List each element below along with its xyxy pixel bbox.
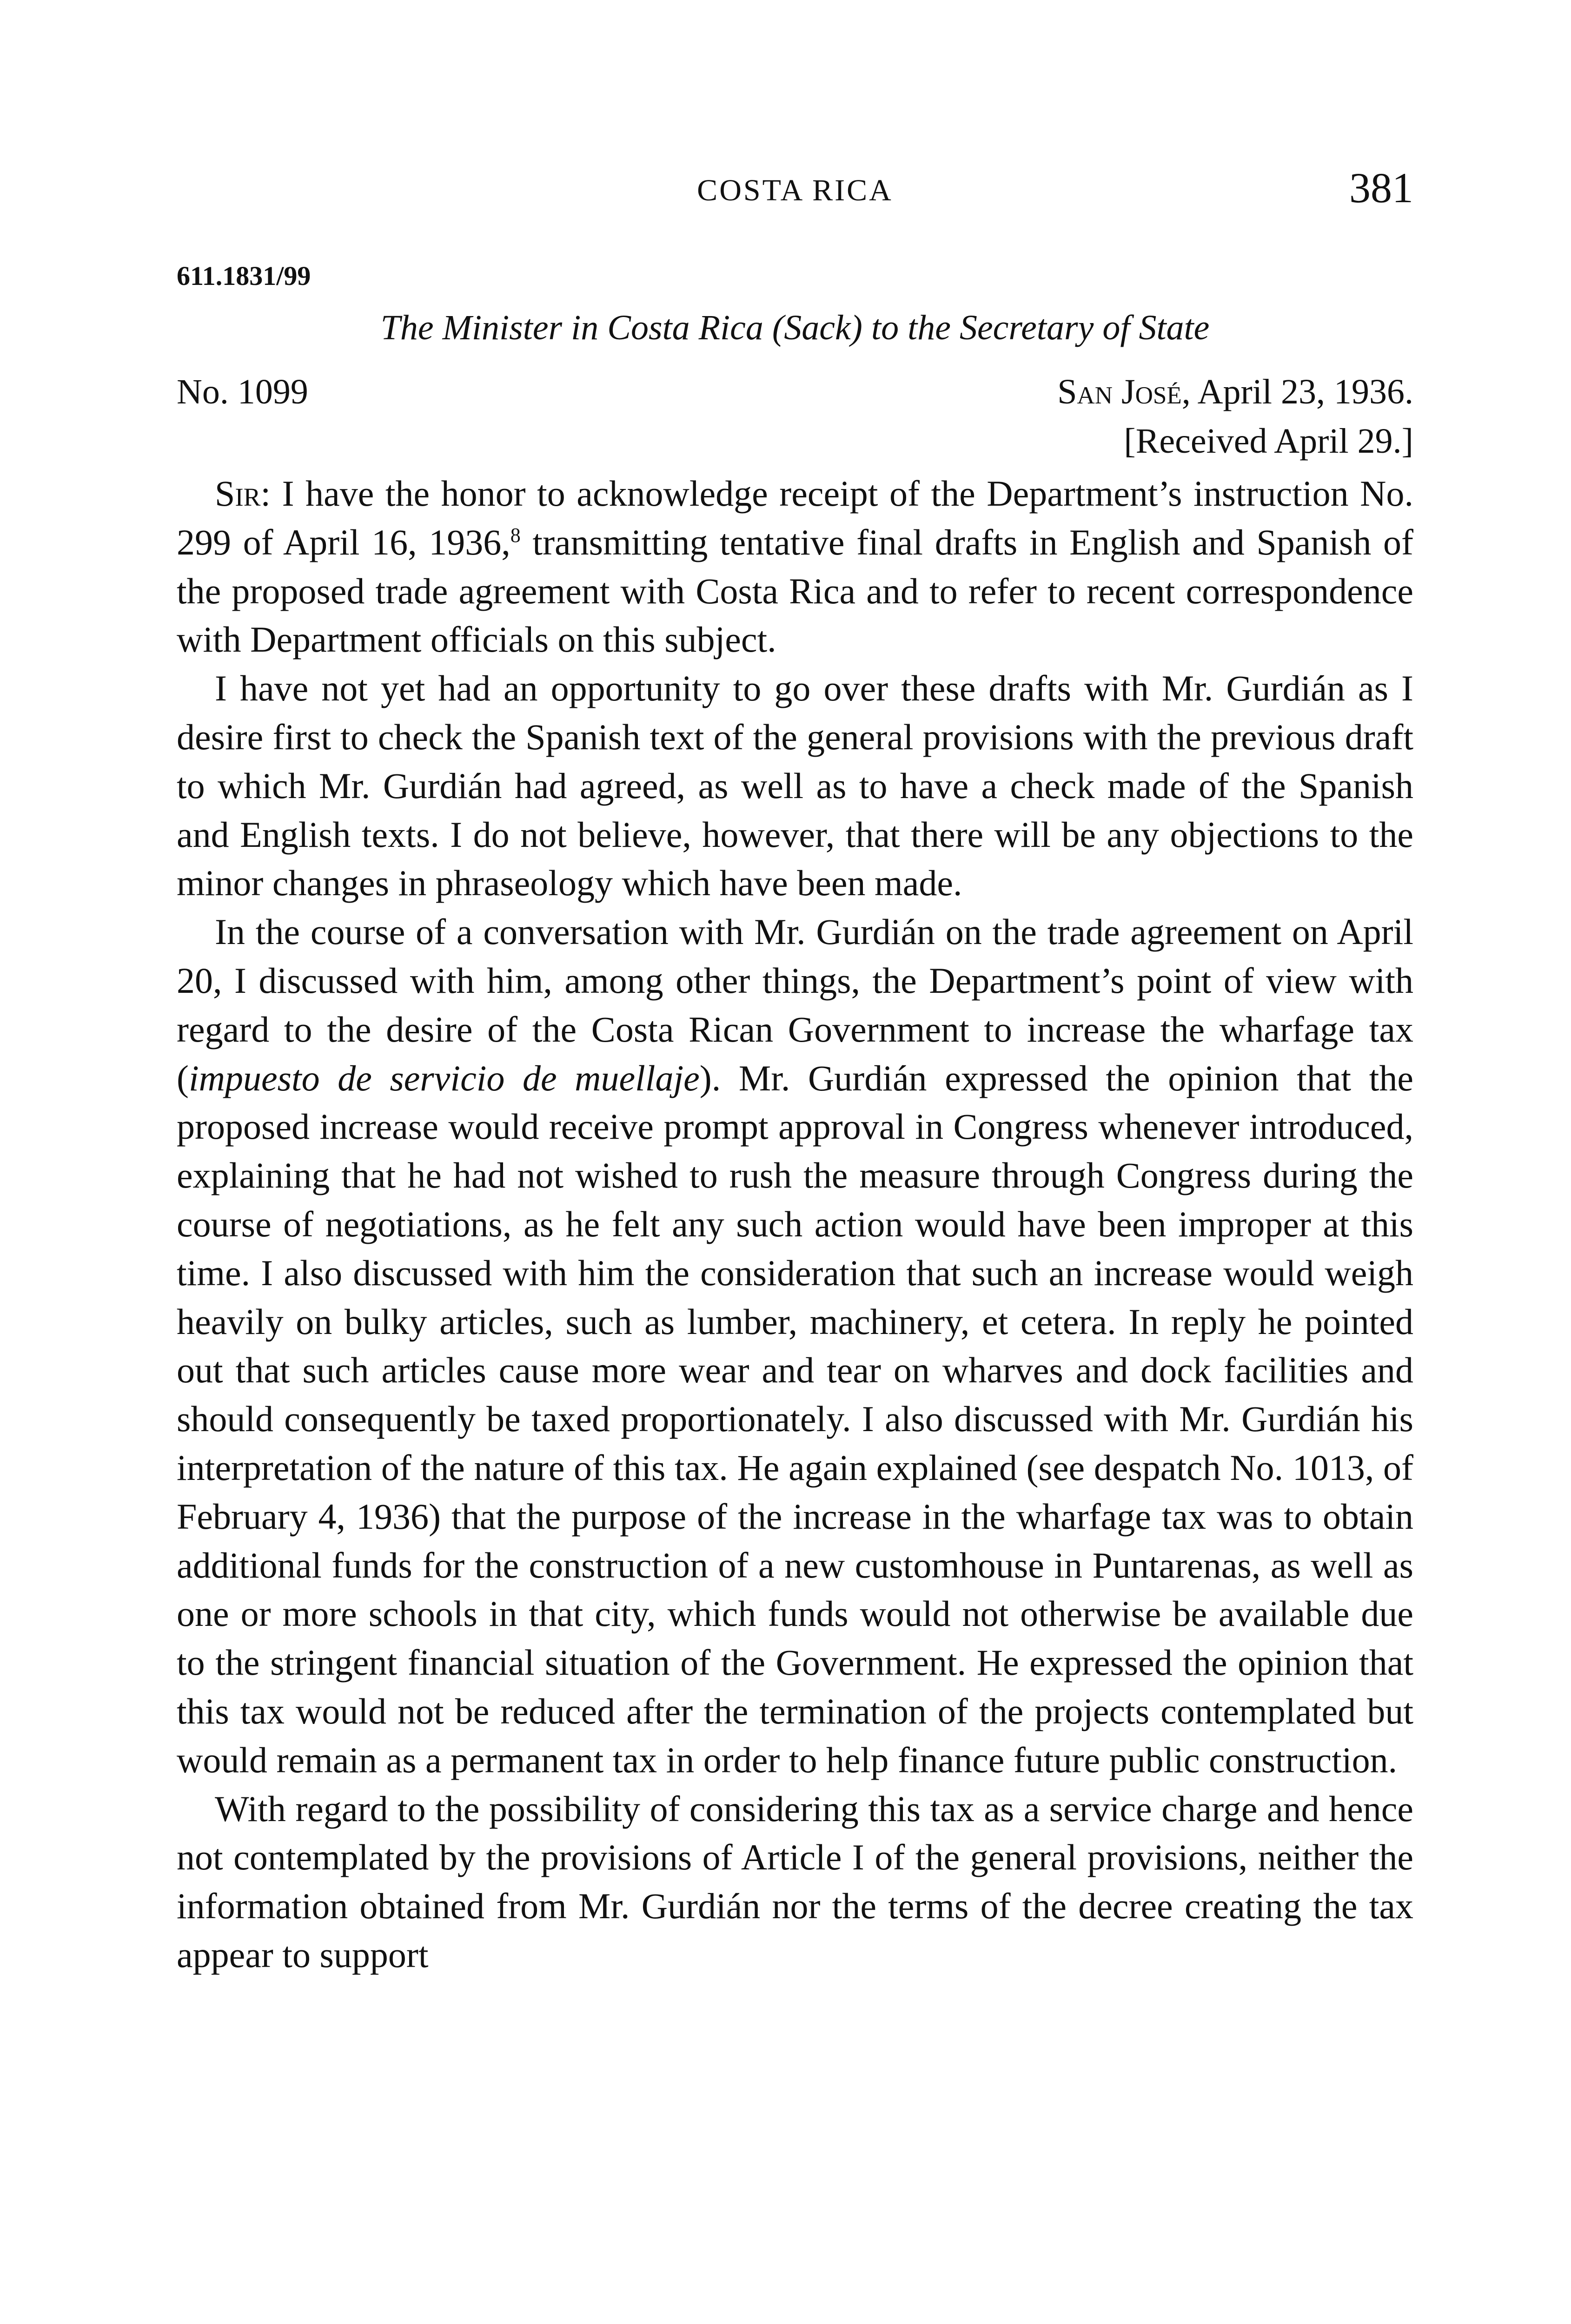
running-head [177, 164, 1413, 214]
paragraph-3-text-a: In the course of a conversation with Mr. Gurdián on the trade agreement on April 20, I discussed with him, among other things, the Department’s point of view with regard to the desire of the Costa Rican Government to increase the wharfage tax ( [177, 911, 1413, 1098]
despatch-number: No. 1099 [177, 372, 308, 411]
paragraph-1 [177, 469, 1413, 664]
paragraph-4: With regard to the possibility of considering this tax as a service charge and hence not contemplated by the provisions of Article I of the general provisions, neither the information obtained from Mr. Gurdián nor the terms of the decree creating the tax appear to support [177, 1788, 1413, 1975]
paragraph-2: I have not yet had an opportunity to go over these drafts with Mr. Gurdián as I desire first to check the Spanish text of the general provisions with the previous draft to which Mr. Gurdián had agreed, as well as to have a check made of the Spanish and English texts. I do not believe, however, that there will be any objections to the minor changes in phraseology which have been made. [177, 668, 1413, 904]
page-number: 381 [1349, 164, 1413, 211]
paragraph-1-text-a: : I have the honor to acknowledge receipt of the Department’s instruction No. 299 of April 16, 1936, [177, 473, 1413, 562]
place-date [1057, 367, 1413, 416]
place-name: San José [1057, 372, 1182, 411]
footnote-reference: 8 [510, 523, 521, 547]
letter-body [177, 469, 1413, 1980]
paragraph-3-italic: impuesto de servicio de muellaje [188, 1057, 700, 1098]
received-date: [Received April 29.] [1124, 422, 1413, 461]
paragraph-3 [177, 908, 1413, 1784]
file-number: 611.1831/99 [177, 261, 311, 291]
salutation: Sir [215, 473, 261, 514]
document-title: The Minister in Costa Rica (Sack) to the Secretary of State [380, 308, 1210, 347]
letter-date: , April 23, 1936. [1181, 372, 1413, 411]
running-title: COSTA RICA [697, 173, 893, 207]
paragraph-3-text-b: ). Mr. Gurdián expressed the opinion that the proposed increase would receive prompt approval in Congress whenever introduced, explaining that he had not wished to rush the measure through Congress during the course of negotiations, as he felt any such action would have been improper at this time. I also discussed with him the consideration that such an increase would weigh heavily on bulky articles, such as lumber, machinery, et cetera. In reply he pointed out that such articles cause more wear and tear on wharves and dock facilities and should consequently be taxed proportionately. I also discussed with Mr. Gurdián his interpretation of the nature of this tax. He again explained (see despatch No. 1013, of February 4, 1936) that the purpose of the increase in the wharfage tax was to obtain additional funds for the construction of a new customhouse in Puntarenas, as well as one or more schools in that city, which funds would not otherwise be available due to the stringent financial situation of the Government. He expressed the opinion that this tax would not be reduced after the termination of the projects contemplated but would remain as a permanent tax in order to help finance future public construction. [177, 1057, 1413, 1780]
paragraph-1-text-b: transmitting tentative final drafts in English and Spanish of the proposed trade agreement with Costa Rica and to refer to recent correspondence with Department officials on this subject. [177, 522, 1413, 660]
